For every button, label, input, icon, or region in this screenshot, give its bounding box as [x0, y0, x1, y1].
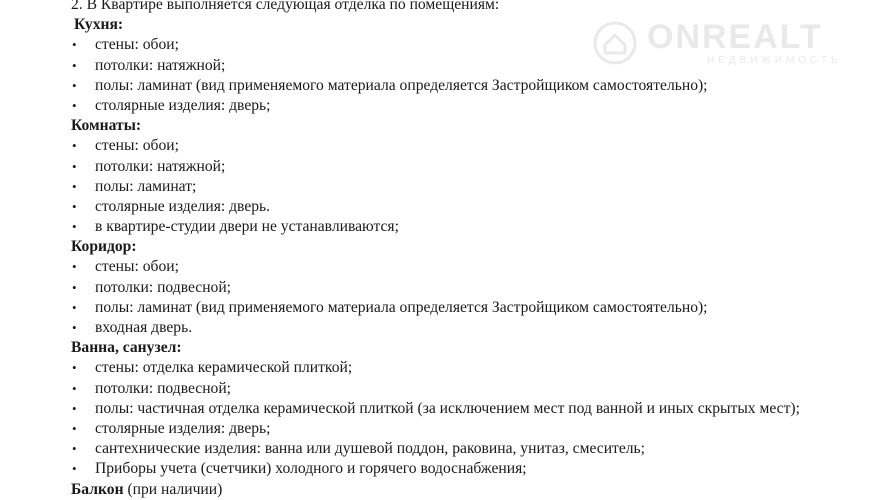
section-heading-rooms: Комнаты:	[71, 117, 142, 135]
bullet-icon: •	[72, 360, 77, 376]
list-item	[0, 298, 871, 318]
list-item	[0, 278, 871, 298]
list-item	[0, 379, 871, 399]
bullet-icon: •	[72, 198, 77, 214]
list-item-text: потолки: подвесной;	[95, 379, 232, 397]
bullet-icon: •	[72, 77, 77, 93]
list-item	[0, 177, 871, 197]
bullet-icon: •	[72, 299, 77, 315]
list-item	[0, 358, 871, 378]
section-heading-corridor: Коридор:	[71, 238, 137, 256]
list-item-text: Приборы учета (счетчики) холодного и горячего водоснабжения;	[95, 460, 527, 478]
list-item-text: потолки: натяжной;	[95, 56, 226, 74]
bullet-icon: •	[72, 279, 77, 295]
bullet-icon: •	[72, 37, 77, 53]
list-item	[0, 197, 871, 217]
bullet-icon: •	[72, 158, 77, 174]
list-item	[0, 157, 871, 177]
list-item	[0, 399, 871, 419]
list-item-text: столярные изделия: дверь;	[95, 96, 271, 114]
list-item	[0, 217, 871, 237]
list-item-text: стены: обои;	[95, 36, 179, 54]
balcony-heading-suffix: (при наличии)	[123, 480, 223, 498]
intro-line: 2. В Квартире выполняется следующая отделка по помещениям:	[71, 0, 500, 13]
section-heading-kitchen: Кухня:	[74, 16, 124, 34]
list-item	[0, 76, 871, 96]
list-item	[0, 35, 871, 55]
list-item-text: столярные изделия: дверь.	[95, 197, 271, 215]
list-item-text: полы: частичная отделка керамической плиткой (за исключением мест под ванной и иных скрытых мест);	[95, 399, 800, 417]
list-item	[0, 459, 871, 479]
bullet-icon: •	[72, 57, 77, 73]
list-item	[0, 56, 871, 76]
balcony-heading-text: Балкон	[71, 480, 124, 498]
bullet-icon: •	[72, 259, 77, 275]
bullet-icon: •	[72, 320, 77, 335]
list-item-text: входная дверь.	[95, 319, 193, 336]
list-item-text: сантехнические изделия: ванна или душевой поддон, раковина, унитаз, смеситель;	[95, 440, 645, 458]
bullet-icon: •	[72, 420, 77, 436]
bullet-icon: •	[72, 178, 77, 194]
list-item	[0, 96, 871, 116]
list-item-text: полы: ламинат;	[95, 177, 197, 195]
watermark-tagline: НЕДВИЖИМОСТЬ	[707, 55, 842, 66]
bullet-icon: •	[72, 400, 77, 416]
bullet-icon: •	[72, 441, 77, 457]
section-heading-bathroom: Ванна, санузел:	[71, 339, 182, 357]
list-item-text: потолки: подвесной;	[95, 278, 232, 296]
list-item-text: столярные изделия: дверь;	[95, 419, 271, 437]
watermark-brand: ONREALT	[647, 18, 823, 56]
section-heading-balcony	[0, 480, 871, 500]
list-item-text: полы: ламинат (вид применяемого материала определяется Застройщиком самостоятельно);	[95, 298, 708, 316]
list-item-text: потолки: натяжной;	[95, 157, 226, 175]
list-item-text: в квартире-студии двери не устанавливаются;	[95, 218, 399, 236]
list-item-text: стены: обои;	[95, 137, 179, 155]
list-item	[0, 257, 871, 277]
list-item-text: стены: отделка керамической плиткой;	[95, 359, 353, 377]
list-item	[0, 439, 871, 459]
bullet-icon: •	[72, 138, 77, 154]
bullet-icon: •	[72, 461, 77, 477]
bullet-icon: •	[72, 97, 77, 113]
list-item	[0, 318, 871, 338]
bullet-icon: •	[72, 380, 77, 396]
bullet-icon: •	[72, 219, 77, 235]
list-item-text: стены: обои;	[95, 258, 179, 276]
list-item	[0, 136, 871, 156]
list-item-text: полы: ламинат (вид применяемого материала определяется Застройщиком самостоятельно);	[95, 76, 708, 94]
list-item	[0, 419, 871, 439]
